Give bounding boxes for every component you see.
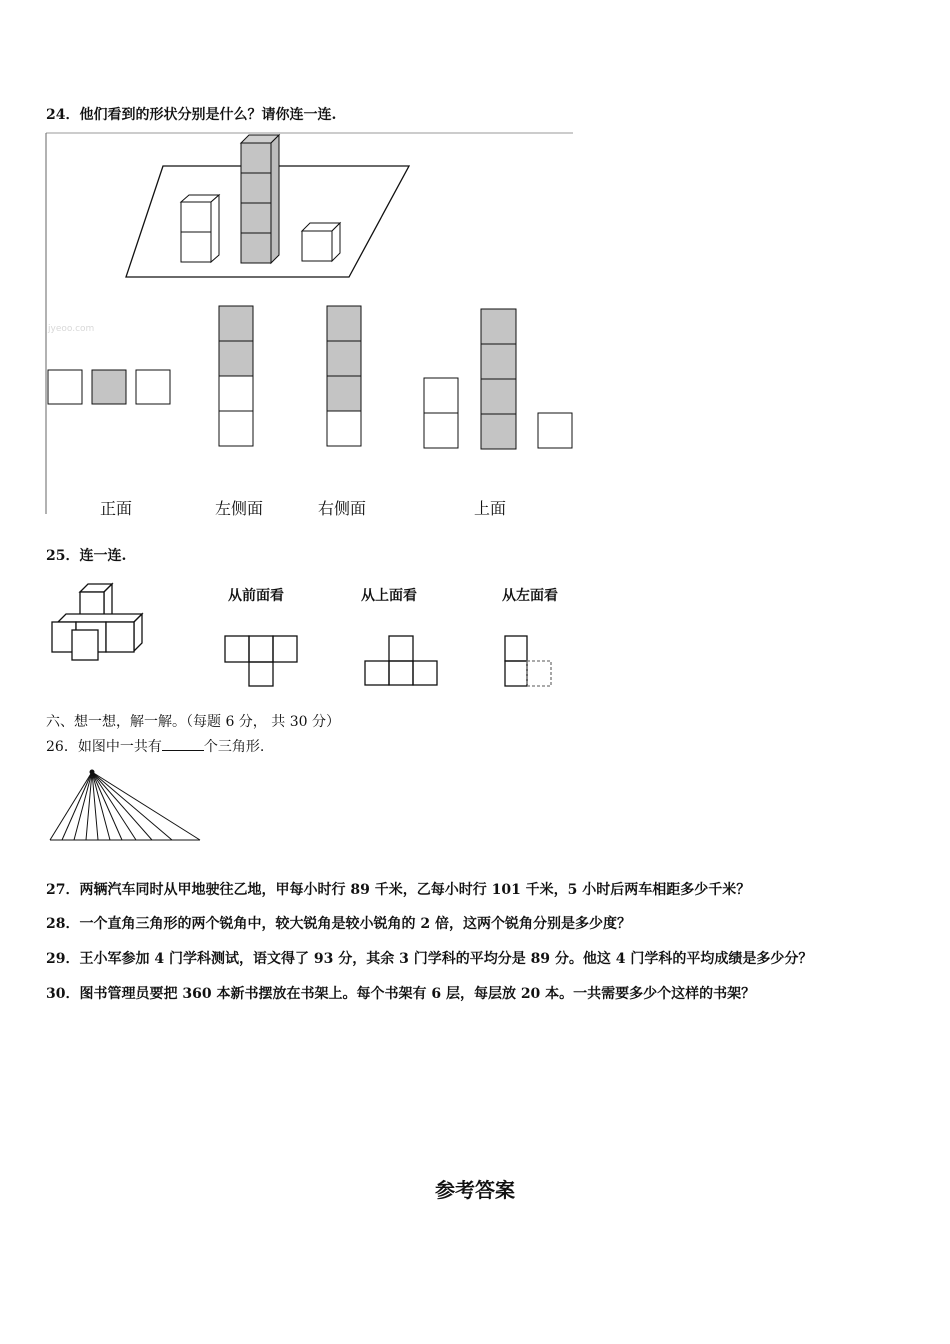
q25-text: 25．连一连. [46,548,127,564]
q28-text: 28．一个直角三角形的两个锐角中，较大锐角是较小锐角的 2 倍，这两个锐角分别是多少度？ [46,916,631,932]
view-label-top: 从上面看 [361,588,417,604]
q30-text: 30．图书管理员要把 360 本新书摆放在书架上。每个书架有 6 层，每层放 20 本。一共需要多少个这样的书架？ [46,986,756,1002]
section6-heading: 六、想一想，解一解。（每题 6 分， 共 30 分） [46,714,340,730]
q26-suffix: 个三角形. [203,739,265,755]
q26-prefix: 26．如图中一共有 [46,739,162,755]
view-label-front: 从前面看 [228,588,284,604]
label-top: 上面 [474,499,507,518]
q27-text: 27．两辆汽车同时从甲地驶往乙地，甲每小时行 89 千米，乙每小时行 101 千米，5 小时后两车相距多少千米？ [46,882,751,898]
watermark: jyeoo.com [48,324,95,334]
label-right-side: 右侧面 [318,499,367,518]
q24-text: 24．他们看到的形状分别是什么？请你连一连. [46,107,337,123]
answer-section-title: 参考答案 [435,1178,515,1202]
view-label-left: 从左面看 [502,588,558,604]
label-left-side: 左侧面 [215,499,264,518]
q29-text: 29．王小军参加 4 门学科测试，语文得了 93 分，其余 3 门学科的平均分是 89 分。他这 4 门学科的平均成绩是多少分？ [46,951,813,967]
label-front: 正面 [100,499,133,518]
